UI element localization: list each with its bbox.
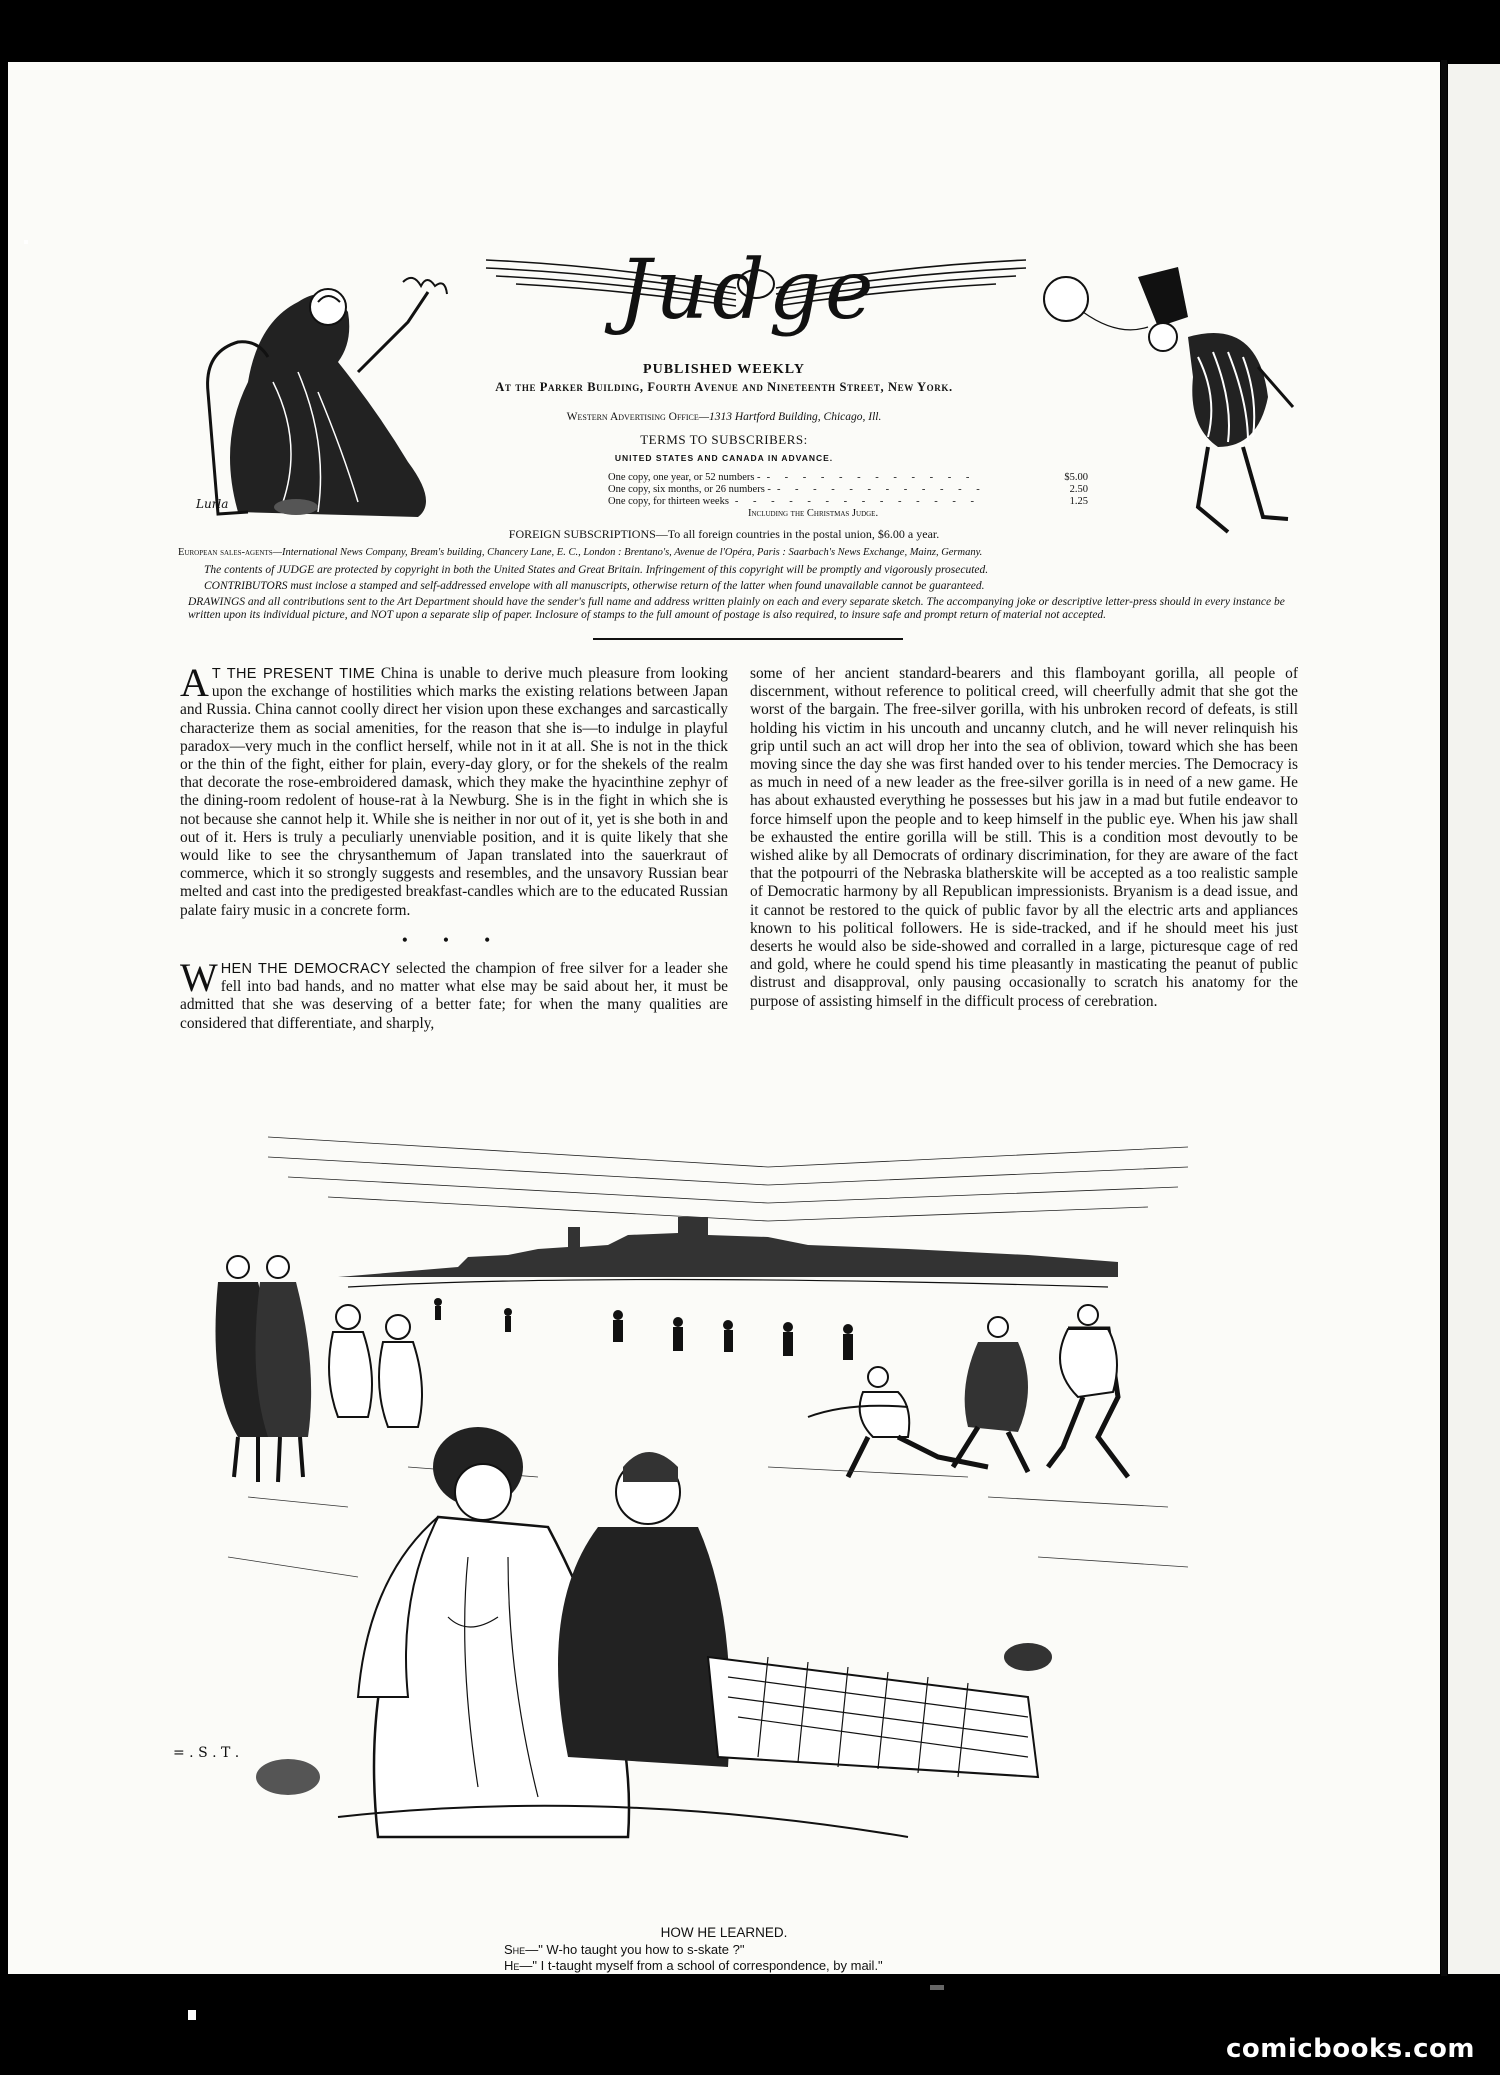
artist-signature: Lurla [196,497,229,511]
lead-in: HEN THE DEMOCRACY [220,961,391,978]
speaker-he: He [504,1958,520,1973]
scan-speck [930,1985,944,1990]
section-separator: • • • [402,931,506,949]
scan-speck [24,240,28,244]
european-agents-label: European sales-agents [178,547,273,558]
terms-heading: TERMS TO SUBSCRIBERS: [640,432,808,447]
city-skyline [338,1217,1118,1277]
cartoon-dialogue [504,1942,883,1974]
drop-cap: A [180,660,209,705]
foreign-subscriptions: FOREIGN SUBSCRIPTIONS—To all foreign countries in the postal union, $6.00 a year. [508,527,940,541]
article-paragraph: some of her ancient standard-bearers and this flamboyant gorilla, all people of discernment, without reference to political creed, will cheerfully admit that she got the worst of the bargain. The free-silver gorilla, with his unbroken record of defeats, is still holding his victim in his uncouth and uncanny clutch, and he will never relinquish his grip until such an act will drop her into the sea of oblivion, toward which she has been moving since the day she was first handed over to his tender mercies. The Democracy is as much in need of a new leader as the free-silver gorilla is in need of a new game. He has about exhausted everything he possesses but his jaw in a mad but futile endeavor to force himself upon the people and to keep himself in the public eye. When his jaw shall be exhausted the entire gorilla will be still. This is a condition most devoutly to be wished alike by all Democrats of ordinary discrimination, for they are aware of the fact that the potpourri of the Nebraska blatherskite will be accepted as a too realistic sample of Democratic harmony by all Republican impressionists. Bryanism is a dead issue, and it cannot be restored to the quick of public favor by all the electric arts and appliances known to his political followers. He is side-tracked, and if he should meet his just deserts he would also be side-showed and corralled in a large, picturesque cage of red and gold, where he could spend his time pleasantly in masticating the peanut of public distrust and disapproval, only pausing occasionally to scratch his anatomy for the purpose of assisting himself in the difficult process of cerebration. [750,665,1298,1010]
paragraph-text: selected the champion of free silver for a leader she fell into bad hands, and no matter what else may be said about her, it must be admitted that she was deserving of a better fate; for when the many qualities are considered that differentiate, and sharply, [180,960,728,1032]
european-agents-text: —International News Company, Bream's building, Chancery Lane, E. C., London : Brentano's, Avenue de l'Opéra, Paris : Saarbach's News Exchange, Mainz, Germany. [272,547,983,558]
western-office-value: —1313 Hartford Building, Chicago, Ill. [698,411,882,423]
rate-row: One copy, for thirteen weeks - - - - - - - - - - - - - - 1.25 [608,496,1088,507]
rate-label: One copy, six months, or 26 numbers - [608,484,771,495]
drawings-notice: DRAWINGS and all contributions sent to the Art Department should have the sender's full name and address written plainly on each and every separate sketch. The accompanying joke or descriptive letter-press should in every instance be written upon its individual picture, and NOT upon a separate slip of paper. Inclosure of stamps to the full amount of postage is also required, to insure safe and prompt return of material not accepted. [188,596,1285,621]
distant-skaters [434,1298,853,1360]
rate-label: One copy, one year, or 52 numbers - [608,472,761,483]
cartoon-artist-signature: = . S . T . [173,1745,240,1761]
line-he-text: —" I t-taught myself from a school of correspondence, by mail." [519,1958,883,1973]
magazine-page [8,62,1440,1974]
drop-cap: W [180,955,218,1001]
seated-couple [256,1427,1052,1837]
facing-page-edge [1448,64,1500,1974]
skating-cartoon [173,1137,1248,1917]
terms-subheading: UNITED STATES AND CANADA IN ADVANCE. [614,453,834,463]
article-column-right [750,665,1298,1011]
paragraph-text: China is unable to derive much pleasure from looking upon the exchange of hostilities which marks the existing relations between Japan and Russia. China cannot coolly direct her vision upon these exchanges and sarcastically characterize them as social amenities, for the reason that she is—to indulge in playful paradox—very much in the conflict herself, while not in it at all. She is not in the thick or the thin of the fight, either for plain, every-day glory, or for the shekels of the realm that decorate the rose-embroidered damask, which they make the hyacinthine zephyr of the dining-room redolent of house-rat à la Newburg. She is in the fight in which she is not because she cannot help it. While she is neither in nor out of it, yet is she both in and out of it. Hers is truly a peculiarly unenviable position, and it is quite likely that she would like to see the chrysanthemum of Japan translated into the sauerkraut of commerce, which it so strongly suggests and resembles, and the unsavory Russian bear melted and cast into the predigested breakfast-candles which are to the educated Russian palate fairy music in a concrete form. [180,665,728,919]
skaters-left [216,1256,423,1482]
masthead [8,62,1440,622]
rate-row: One copy, one year, or 52 numbers - - - - - - - - - - - - - $5.00 [608,472,1088,483]
western-office [8,411,1440,423]
page-gutter [1441,60,1447,1976]
rate-price: 1.25 [1069,496,1088,507]
dialogue-line-he [504,1958,883,1974]
publisher-address: At the Parker Building, Fourth Avenue and Nineteenth Street, New York. [495,380,953,394]
sky-hatching [268,1137,1188,1221]
rate-price: 2.50 [1069,484,1088,495]
western-office-label: Western Advertising Office [566,411,699,423]
line-she-text: —" W-ho taught you how to s-skate ?" [525,1942,745,1957]
christmas-note: Including the Christmas Judge. [748,508,879,519]
lead-in: T THE PRESENT TIME [211,666,376,682]
dialogue-line-she [504,1942,883,1958]
european-agents [178,546,1318,559]
skaters-right [808,1305,1128,1477]
masthead-title: Judge [618,243,878,338]
site-watermark: comicbooks.com [1225,2034,1475,2064]
contributors-notice: CONTRIBUTORS must inclose a stamped and self-addressed envelope with all manuscripts, otherwise return of the latter when found unavailable cannot be guaranteed. [204,580,985,592]
rate-row: One copy, six months, or 26 numbers - - - - - - - - - - - - - 2.50 [608,484,1088,495]
article-column-left [180,660,728,1033]
published-weekly: PUBLISHED WEEKLY [643,362,805,377]
subscription-rates [608,472,1088,520]
cartoon-caption-title: HOW HE LEARNED. [660,1925,788,1940]
scan-speck [188,2010,196,2020]
article-paragraph [180,955,728,1033]
article-paragraph [180,660,728,920]
speaker-she: She [504,1942,526,1957]
section-rule [593,638,903,640]
rate-label: One copy, for thirteen weeks [608,496,729,507]
copyright-notice: The contents of JUDGE are protected by copyright in both the United States and Great Britain. Infringement of this copyright will be promptly and vigorously prosecuted. [204,564,989,576]
rate-price: $5.00 [1064,472,1088,483]
